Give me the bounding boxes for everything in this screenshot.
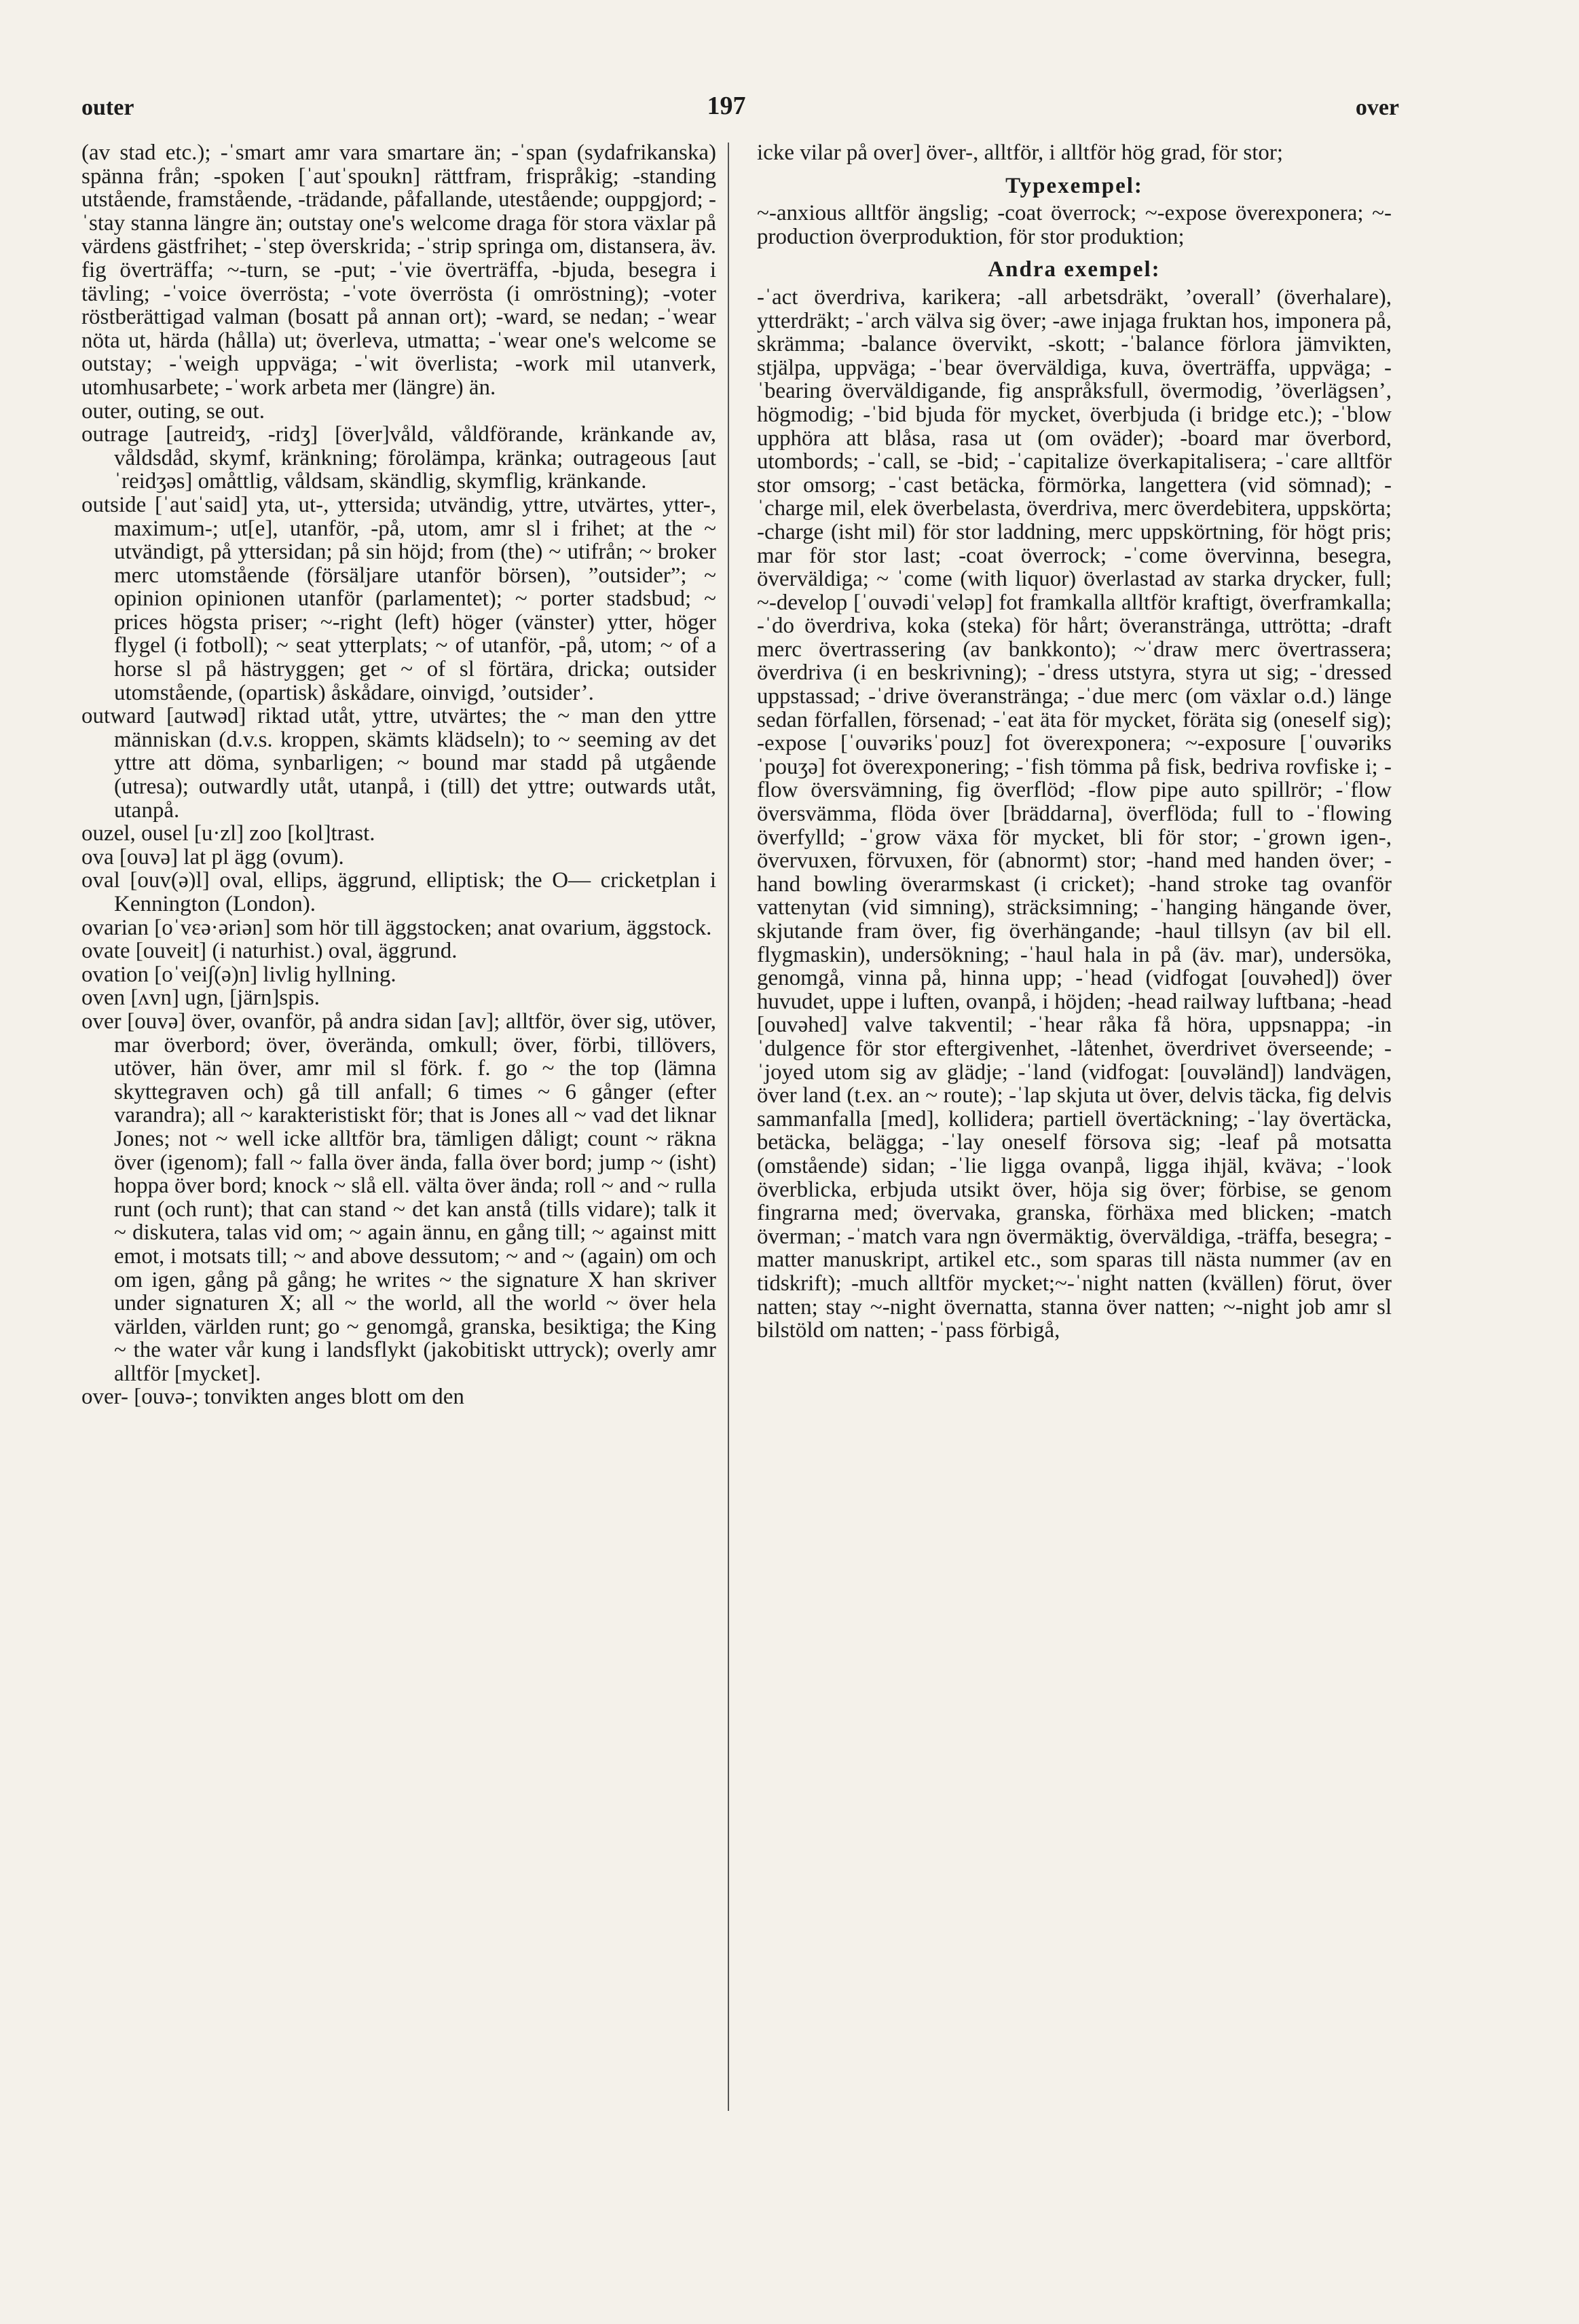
left-column (81, 141, 716, 1409)
right-column (757, 141, 1392, 1343)
entry-outrage: outrage [autreidʒ, -ridʒ] [över]våld, våldförande, kränkande av, våldsdåd, skymf, kränkning; förolämpa, kränka; outrageous [autˈreidʒəs] omåttlig, våldsam, skändlig, skymflig, kränkande. (81, 422, 716, 494)
prefix-intro: icke vilar på over] över-, alltför, i alltför hög grad, för stor; (757, 140, 1284, 165)
right-guide-word: over (1355, 95, 1399, 120)
page-number: 197 (707, 92, 746, 120)
left-guide-word: outer (81, 95, 134, 120)
entry-outer: outer, outing, se out. (81, 398, 265, 424)
entry-over-prefix: over- [ouvə-; tonvikten anges blott om den (81, 1385, 464, 1410)
andra-exempel-text: -ˈact överdriva, karikera; -all arbetsdräkt, ’overall’ (överhalare), ytterdräkt; -ˈarch välva sig över; -awe injaga fruktan hos, imponera på, skrämma; -balance övervikt, -skott; -ˈbalance förlora jämvikten, stjälpa, uppväga; -ˈbear överväldiga, kuva, överträffa, uppväga; -ˈbearing överväldigande, fig anspråksfull, övermodig, ’överlägsen’, högmodig; -ˈbid bjuda för mycket, överbjuda (i bridge etc.); -ˈblow upphöra att blåsa, rasa ut (om oväder); -board mar överbord, utombords; -ˈcall, se -bid; -ˈcapitalize överkapitalisera; -ˈcare alltför stor omsorg; -ˈcast betäcka, förmörka, langettera (vid sömnad); -ˈcharge mil, elek överbelasta, överdriva, merc överdebitera, uppskörta; -charge (isht mil) för stor laddning, merc uppskörtning, för högt pris; mar för stor last; -coat överrock; -ˈcome övervinna, besegra, överväldiga; ~ ˈcome (with liquor) överlastad av starka drycker, full; ~-develop [ˈouvədiˈveləp] fot framkalla alltför kraftigt, överframkalla; -ˈdo överdriva, koka (steka) för hårt; överanstränga, uttrötta; -draft merc övertrassering (av bankkonto); ~ˈdraw merc övertrassera; överdriva (i en beskrivning); -ˈdress utstyra, styra ut sig; -ˈdressed uppstassad; -ˈdrive överanstränga; -ˈdue merc (om växlar o.d.) länge sedan förfallen, försenad; -ˈeat äta för mycket, föräta sig (oneself sig); -expose [ˈouvəriksˈpouz] fot överexponera; ~-exposure [ˈouvəriksˈpouʒə] fot överexponering; -ˈfish tömma på fisk, bedriva rovfiske i; -flow översvämning, fig överflöd; -flow pipe auto spillrör; -ˈflow översvämma, flöda över [bräddarna], överflöda; full to -ˈflowing överfylld; -ˈgrow växa för mycket, bli för stor; -ˈgrown igen-, övervuxen, förvuxen, för (abnormt) stor; -hand med handen över; -hand bowling överarmskast (i cricket); -hand stroke tag ovanför vattenytan (vid simning), sträcksimning; -ˈhanging hängande över, skjutande fram över, fig överhängande; -haul tillsyn (av bil ell. flygmaskin), undersökning; -ˈhaul hala in på (äv. mar), undersöka, genomgå, vinna på, hinna upp; -ˈhead (vidfogat [ouvəhed]) över huvudet, uppe i luften, ovanpå, i höjden; -head railway luftbana; -head [ouvəhed] valve takventil; -ˈhear råka få höra, uppsnappa; -inˈdulgence för stor eftergivenhet, -låtenhet, överdrivet överseende; -ˈjoyed utom sig av glädje; -ˈland (vidfogat: [ouvəländ]) landvägen, över land (t.ex. an ~ route); -ˈlap skjuta ut över, delvis täcka, fig delvis sammanfalla [med], kollidera; partiell övertäckning; -ˈlay övertäcka, betäcka, belägga; -ˈlay oneself försova sig; -leaf på motsatta (omstående) sidan; -ˈlie ligga ovanpå, ligga ihjäl, kväva; -ˈlook överblicka, erbjuda utsikt över, höja sig över; förbise, se genom fingrarna med; övervaka, granska, förhäxa med blicken; -match överman; -ˈmatch vara ngn övermäktig, överväldiga, -träffa, besegra; -matter manuskript, artikel etc., som sparas till nästa nummer (av en tidskrift); -much alltför mycket;~-ˈnight natten (kvällen) förut, över natten; stay ~-night övernatta, stanna över natten; ~-night job amr sl bilstöld om natten; -ˈpass förbigå, (757, 284, 1392, 1343)
entry-oven: oven [ʌvn] ugn, [järn]spis. (81, 986, 320, 1011)
typexempel-heading: Typexempel: (1005, 173, 1143, 198)
entry-outward: outward [autwəd] riktad utåt, yttre, utvärtes; the ~ man den yttre människan (d.v.s. kroppen, skämts klädseln); to ~ seeming av det yttre att döma, synbarligen; ~ bound mar stadd på utgående (utresa); outwardly utåt, utanpå, i (till) det yttre; outwards utåt, utanpå. (81, 704, 716, 823)
entry-ovate: ovate [ouveit] (i naturhist.) oval, äggrund. (81, 939, 458, 964)
entry-ova: ova [ouvə] lat pl ägg (ovum). (81, 844, 344, 869)
column-divider (728, 143, 729, 2111)
entry-ovation: ovation [oˈvei∫(ə)n] livlig hyllning. (81, 962, 396, 987)
andra-exempel-heading: Andra exempel: (988, 257, 1161, 282)
entry-ouzel: ouzel, ousel [u·zl] zoo [kol]trast. (81, 821, 375, 846)
entry-over: over [ouvə] över, ovanför, på andra sidan [av]; alltför, över sig, utöver, mar överbord; över, överända, omkull; över, förbi, tillövers, utöver, hän över, amr mil sl förk. f. go ~ the top (lämna skyttegraven och) gå till anfall; 6 times ~ 6 gånger (efter varandra); all ~ karakteristiskt för; that is Jones all ~ vad det liknar Jones; not ~ well icke alltför bra, tämligen dåligt; count ~ räkna över (igenom); fall ~ falla över ända, falla över bord; jump ~ (isht) hoppa över bord; knock ~ slå ell. välta över ända; roll ~ and ~ rulla runt (och runt); that can stand ~ det kan anstå (tills vidare); talk it ~ diskutera, talas vid om; ~ again ännu, en gång till; ~ against mitt emot, i motsats till; ~ and above dessutom; ~ and ~ (again) om och om igen, gång på gång; he writes ~ the signature X han skriver under signaturen X; all ~ the world, all the world ~ över hela världen, världen runt; go ~ genomgå, granska, besiktiga; the King ~ the water vår kung i landsflykt (jakobitiskt uttryck); overly amr alltför [mycket]. (81, 1009, 716, 1386)
entry-ovarian: ovarian [oˈvɛə·əriən] som hör till äggstocken; anat ovarium, äggstock. (81, 915, 712, 940)
typexempel-text: ~-anxious alltför ängslig; -coat överrock; ~-expose överexponera; ~-production överproduktion, för stor produktion; (757, 201, 1392, 249)
entry-continuation: (av stad etc.); -ˈsmart amr vara smartare än; -ˈspan (sydafrikanska) spänna från; -spoken [ˈautˈspoukn] rättfram, frispråkig; -standing utstående, framstående, -trädande, påfallande, utestående; ouppgjord; -ˈstay stanna längre än; outstay one's welcome draga för stora växlar på värdens gästfrihet; -ˈstep överskrida; -ˈstrip springa om, distansera, äv. fig överträffa; ~-turn, se -put; -ˈvie överträffa, -bjuda, besegra i tävling; -ˈvoice överrösta; -ˈvote överrösta (i omröstning); -voter röstberättigad valman (bosatt på annan ort); -ward, se nedan; -ˈwear nöta ut, härda (hålla) ut; överleva, utmatta; -ˈwear one's welcome se outstay; -ˈweigh uppväga; -ˈwit överlista; -work mil utanverk, utomhusarbete; -ˈwork arbeta mer (längre) än. (81, 140, 716, 400)
entry-outside: outside [ˈautˈsaid] yta, ut-, yttersida; utvändig, yttre, utvärtes, ytter-, maximum-; ut[e], utanför, -på, utom, amr sl i frihet; at the ~ utvändigt, på yttersidan; på sin höjd; from (the) ~ utifrån; ~ broker merc utomstående (försäljare utanför börsen), ”outsider”; ~ opinion opinionen utanför (parlamentet); ~ porter stadsbud; ~ prices högsta priser; ~-right (left) höger (vänster) ytter, höger flygel (i fotboll); ~ seat ytterplats; ~ of utanför, -på, utom; ~ of a horse sl på hästryggen; get ~ of sl förtära, dricka; outsider utomstående, (opartisk) åskådare, oinvigd, ’outsider’. (81, 492, 716, 705)
entry-oval: oval [ouv(ə)l] oval, ellips, äggrund, elliptisk; the O— cricketplan i Kennington (London). (81, 868, 716, 916)
